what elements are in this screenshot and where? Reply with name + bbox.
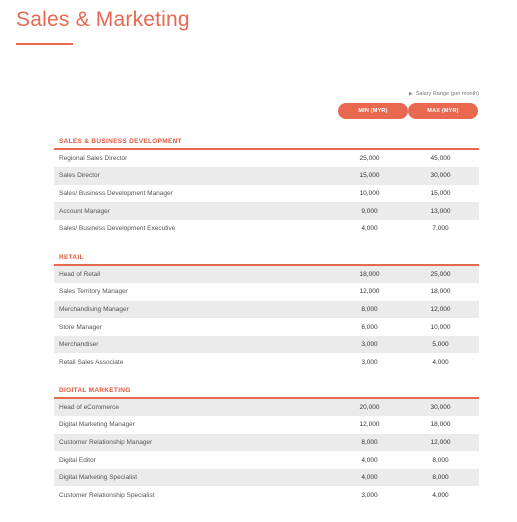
max-salary: 4,000	[432, 491, 449, 499]
table-row	[54, 266, 479, 284]
min-salary: 3,000	[361, 358, 378, 366]
min-salary: 8,000	[361, 438, 378, 446]
min-salary: 18,000	[359, 270, 380, 278]
table-row	[54, 434, 479, 452]
min-salary: 12,000	[359, 421, 380, 429]
role-name: Sales/ Business Development Executive	[59, 225, 176, 233]
table-row	[54, 318, 479, 336]
min-salary: 25,000	[359, 154, 380, 162]
min-salary: 15,000	[359, 172, 380, 180]
min-salary: 4,000	[361, 456, 378, 464]
role-name: Customer Relationship Manager	[59, 438, 153, 446]
max-salary: 7,000	[432, 225, 449, 233]
section-heading: SALES & BUSINESS DEVELOPMENT	[59, 138, 182, 145]
table-row	[54, 150, 479, 168]
section-heading: DIGITAL MARKETING	[59, 387, 131, 394]
min-salary: 12,000	[359, 288, 380, 296]
min-salary: 3,000	[361, 341, 378, 349]
min-column-header: MIN (MYR)	[338, 103, 408, 119]
role-name: Merchandiser	[59, 341, 99, 349]
max-salary: 13,000	[430, 207, 451, 215]
max-salary: 30,000	[430, 403, 451, 411]
max-salary: 18,000	[430, 288, 451, 296]
table-row	[54, 167, 479, 185]
table-row	[54, 469, 479, 487]
triangle-right-icon: ▶	[408, 91, 413, 97]
min-salary: 3,000	[361, 491, 378, 499]
role-name: Head of eCommerce	[59, 403, 119, 411]
min-salary: 9,000	[361, 207, 378, 215]
role-name: Head of Retail	[59, 270, 101, 278]
max-salary: 15,000	[430, 189, 451, 197]
salary-range-note	[409, 91, 479, 97]
table-row	[54, 301, 479, 319]
table-row	[54, 486, 479, 504]
table-row	[54, 451, 479, 469]
table-row	[54, 202, 479, 220]
page-title: Sales & Marketing	[16, 8, 190, 31]
role-name: Sales Director	[59, 172, 100, 180]
section-sales-business-development	[54, 137, 479, 237]
table-row	[54, 416, 479, 434]
role-name: Store Manager	[59, 323, 102, 331]
table-row	[54, 283, 479, 301]
salary-range-label: Salary Range (per month)	[415, 91, 479, 97]
max-salary: 8,000	[432, 456, 449, 464]
role-name: Merchandising Manager	[59, 305, 129, 313]
max-salary: 18,000	[430, 421, 451, 429]
min-salary: 10,000	[359, 189, 380, 197]
max-salary: 8,000	[432, 474, 449, 482]
role-name: Regional Sales Director	[59, 154, 128, 162]
section-digital-marketing	[54, 386, 479, 504]
min-salary: 8,000	[361, 305, 378, 313]
max-salary: 10,000	[430, 323, 451, 331]
min-salary: 6,000	[361, 323, 378, 331]
max-salary: 25,000	[430, 270, 451, 278]
role-name: Digital Editor	[59, 456, 96, 464]
min-salary: 4,000	[361, 474, 378, 482]
min-salary: 20,000	[359, 403, 380, 411]
table-row	[54, 353, 479, 371]
max-salary: 12,000	[430, 305, 451, 313]
role-name: Sales/ Business Development Manager	[59, 189, 173, 197]
max-salary: 12,000	[430, 438, 451, 446]
max-column-header: MAX (MYR)	[408, 103, 478, 119]
max-salary: 30,000	[430, 172, 451, 180]
table-row	[54, 336, 479, 354]
title-underline	[16, 43, 73, 45]
section-heading: RETAIL	[59, 254, 84, 261]
role-name: Retail Sales Associate	[59, 358, 124, 366]
table-row	[54, 220, 479, 238]
table-row	[54, 399, 479, 417]
section-retail	[54, 253, 479, 371]
table-row	[54, 185, 479, 203]
max-salary: 45,000	[430, 154, 451, 162]
role-name: Digital Marketing Manager	[59, 421, 135, 429]
min-salary: 4,000	[361, 225, 378, 233]
role-name: Customer Relationship Specialist	[59, 491, 155, 499]
role-name: Digital Marketing Specialist	[59, 474, 138, 482]
max-salary: 4,000	[432, 358, 449, 366]
role-name: Sales Territory Manager	[59, 288, 128, 296]
max-salary: 5,000	[432, 341, 449, 349]
role-name: Account Manager	[59, 207, 110, 215]
